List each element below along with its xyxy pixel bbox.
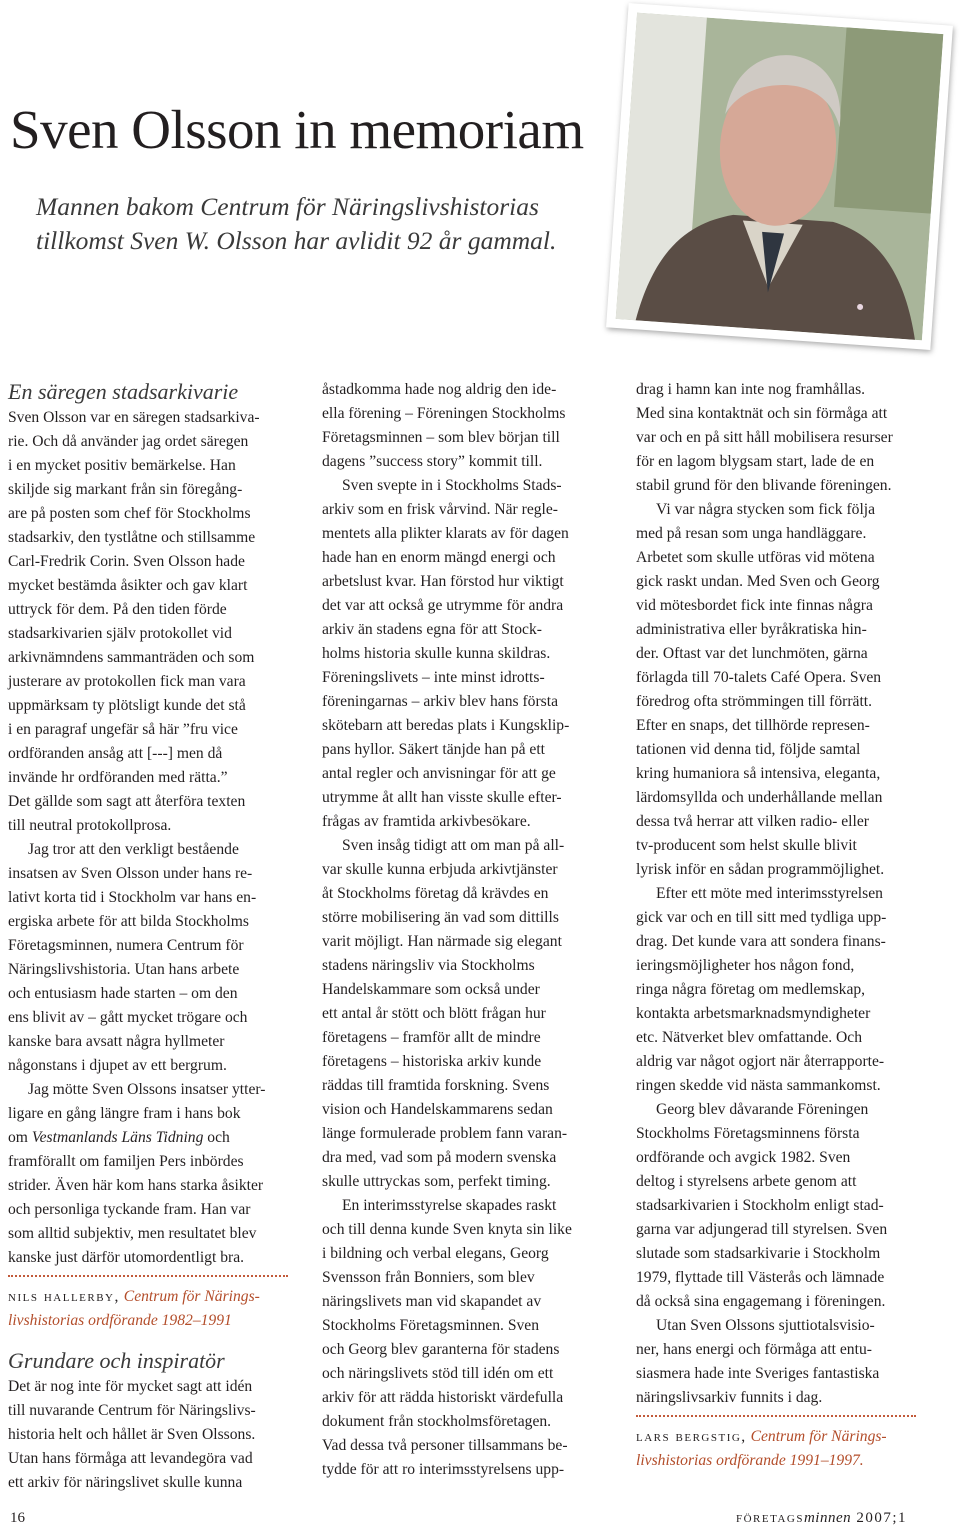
- text-line: företagens – framför allt de mindre: [322, 1029, 541, 1046]
- text-line: aldrig var något ogjort när återrapporte-: [636, 1053, 885, 1070]
- subtitle-line: Mannen bakom Centrum för Näringslivshistorias: [36, 192, 539, 221]
- author-name: lars bergstig,: [636, 1428, 747, 1445]
- text-line: föredrog ofta strömmingen till förrätt.: [636, 693, 873, 710]
- magazine-name-part: minnen: [803, 1510, 852, 1526]
- subtitle-line: tillkomst Sven W. Olsson har avlidit 92 år gammal.: [36, 226, 557, 255]
- text-line: till nuvarande Centrum för Näringslivs-: [8, 1402, 256, 1419]
- text-line: ligare en gång längre fram i hans bok: [8, 1105, 241, 1122]
- text-line: näringslivsarkiv funnits i dag.: [636, 1389, 823, 1406]
- article-subtitle: [36, 190, 556, 258]
- text-line: kanske just därför utomordentligt bra.: [8, 1249, 245, 1266]
- text-line: tationen vid denna tid, följde samtal: [636, 741, 861, 758]
- text-line: Utan Sven Olssons sjuttiotalsvisio-: [656, 1317, 875, 1334]
- text-line: i en paragraf ungefär så här ”fru vice: [8, 721, 238, 738]
- text-line: och till denna kunde Sven knyta sin like: [322, 1221, 572, 1238]
- column-3: [636, 378, 936, 1473]
- text-line: are på posten som chef för Stockholms: [8, 505, 251, 522]
- text-line: ringa några företag om medlemskap,: [636, 981, 866, 998]
- text-line: Vi var några stycken som fick följa: [656, 501, 876, 518]
- text-line: stadsarkivarien i Stockholm enligt stad-: [636, 1197, 884, 1214]
- author-role: Centrum för Närings-: [746, 1428, 887, 1445]
- column-2: [322, 378, 612, 1482]
- text-line: Näringslivshistoria. Utan hans arbete: [8, 961, 240, 978]
- text-line: utrymme åt allt han visste skulle efter-: [322, 789, 562, 806]
- text-line: med på resan som unga handläggare.: [636, 525, 867, 542]
- author-name: nils hallerby,: [8, 1288, 120, 1305]
- text-line: antal regler och anvisningar för att ge: [322, 765, 556, 782]
- photo-foliage: [834, 27, 943, 213]
- text-line: och Georg blev garanterna för stadens: [322, 1341, 560, 1358]
- author-signature: [636, 1425, 936, 1449]
- text-line: garna var adjungerad till styrelsen. Sven: [636, 1221, 888, 1238]
- text-line: stadsarkiv, den tystlåtne och stillsamme: [8, 529, 256, 546]
- text-line: som alltid subjektiv, men resultatet blev: [8, 1225, 257, 1242]
- text-line: dessa två herrar att vilken radio- eller: [636, 813, 869, 830]
- text-line: ner, hans energi och förmåga att entu-: [636, 1341, 872, 1358]
- text-line: 1979, flyttade till Västerås och lämnade: [636, 1269, 885, 1286]
- text-line: uttryck för dem. På den tiden förde: [8, 601, 227, 618]
- author-role-line: livshistorias ordförande 1991–1997.: [636, 1452, 864, 1469]
- text-line: kontakta arbetsmarknadsmyndigheter: [636, 1005, 871, 1022]
- text-line: större mobilisering än vad som dittills: [322, 909, 559, 926]
- text-line: drag i hamn kan inte nog framhållas.: [636, 381, 866, 398]
- text-line: ella förening – Föreningen Stockholms: [322, 405, 566, 422]
- text-line: justerare av protokollen fick man vara: [8, 673, 246, 690]
- text-line: tydde för att ro interimsstyrelsens upp-: [322, 1461, 565, 1478]
- text-line: räddas till framtida forskning. Svens: [322, 1077, 550, 1094]
- text-line: Jag tror att den verkligt bestående: [28, 841, 239, 858]
- text-line: åt Stockholms företag då krävdes en: [322, 885, 549, 902]
- text-line: holms historia skulle kunna skildras.: [322, 645, 551, 662]
- newspaper-title: Vestmanlands Läns Tidning: [31, 1129, 204, 1146]
- text-line: förlagda till 70-talets Café Opera. Sven: [636, 669, 882, 686]
- text-line: Sven svepte in i Stockholms Stads-: [342, 477, 562, 494]
- text-line: Jag mötte Sven Olssons insatser ytter-: [28, 1081, 266, 1098]
- article-title: Sven Olsson in memoriam: [10, 99, 584, 160]
- text-line: Efter ett möte med interimsstyrelsen: [656, 885, 883, 902]
- text-line: stabil grund för den blivande föreningen.: [636, 477, 892, 494]
- text-line: [8, 1126, 298, 1150]
- text-line: ens blivit av – gått mycket trögare och: [8, 1009, 248, 1026]
- dotted-divider: [8, 1275, 288, 1277]
- text-line: kanske bara avsatt några hyllmeter: [8, 1033, 225, 1050]
- text-line: ergiska arbete för att bilda Stockholms: [8, 913, 249, 930]
- section-heading: Grundare och inspiratör: [8, 1348, 225, 1373]
- text-line: gick var och en till sitt med tydliga upp-: [636, 909, 887, 926]
- text-line: Företagsminnen, numera Centrum för: [8, 937, 244, 954]
- text-line: mentets alla plikter klarats av för dagen: [322, 525, 569, 542]
- text-line: arkiv för att rädda historiskt värdefulla: [322, 1389, 564, 1406]
- text-line: då också sina engagemang i föreningen.: [636, 1293, 886, 1310]
- text-line: någonstans i djupet av ett bergrum.: [8, 1057, 227, 1074]
- text-line: i bildning och verbal elegans, Georg: [322, 1245, 549, 1262]
- text-line: Utan hans förmåga att levandegöra vad: [8, 1450, 253, 1467]
- text-line: stadens näringsliv via Stockholms: [322, 957, 535, 974]
- text-line: uppmärksam ty plötsligt kunde det stå: [8, 697, 246, 714]
- text-line: frågas av framtida arkivbesökare.: [322, 813, 531, 830]
- text-line: drag. Det kunde vara att sondera finans-: [636, 933, 886, 950]
- text-line: historia helt och hållet är Sven Olssons.: [8, 1426, 256, 1443]
- text-line: strider. Även här kom hans starka åsikter: [8, 1177, 264, 1194]
- text-line: ordförande och avgick 1982. Sven: [636, 1149, 851, 1166]
- magazine-name-part: företags: [736, 1510, 804, 1526]
- portrait-photo: [606, 3, 953, 350]
- text-line: Stockholms Företagsminnens första: [636, 1125, 860, 1142]
- text-line: kring humaniora så intensiva, eleganta,: [636, 765, 881, 782]
- text-fragment: och: [203, 1129, 230, 1146]
- text-line: stadsarkivarien själv protokollet vid: [8, 625, 232, 642]
- text-line: slutade som stadsarkivarie i Stockholm: [636, 1245, 881, 1262]
- text-line: Sven Olsson var en säregen stadsarkiva-: [8, 409, 260, 426]
- text-line: till neutral protokollprosa.: [8, 817, 172, 834]
- text-line: ett antal år stött och blött frågan hur: [322, 1005, 546, 1022]
- text-line: Företagsminnen – som blev början till: [322, 429, 560, 446]
- text-line: framförallt om familjen Pers inbördes: [8, 1153, 244, 1170]
- text-line: Handelskammare som också under: [322, 981, 540, 998]
- text-line: dokument från stockholmsföretagen.: [322, 1413, 552, 1430]
- text-line: arkiv än stadens egna för att Stock-: [322, 621, 542, 638]
- text-line: det var att också ge utrymme för andra: [322, 597, 564, 614]
- author-role: Centrum för Närings-: [119, 1288, 260, 1305]
- text-line: deltog i styrelsens arbete genom att: [636, 1173, 857, 1190]
- text-line: tv-producent som helst skulle blivit: [636, 837, 857, 854]
- portrait-image: [616, 13, 944, 341]
- text-line: i en mycket positiv bemärkelse. Han: [8, 457, 236, 474]
- text-line: arkiv som en frisk vårvind. När regle-: [322, 501, 558, 518]
- text-line: dra med, vad som på modern svenska: [322, 1149, 557, 1166]
- text-line: ett arkiv för näringslivet skulle kunna: [8, 1474, 243, 1491]
- text-line: mycket bestämda åsikter och gav klart: [8, 577, 248, 594]
- text-line: rie. Och då använder jag ordet säregen: [8, 433, 249, 450]
- text-line: arbetslust kvar. Han förstod hur viktigt: [322, 573, 564, 590]
- text-line: Det gällde som sagt att återföra texten: [8, 793, 246, 810]
- page-number: 16: [10, 1510, 25, 1526]
- text-line: var skulle kunna erbjuda arkivtjänster: [322, 861, 558, 878]
- text-line: vid mötesbordet fick inte finnas några: [636, 597, 873, 614]
- text-line: och personliga tyckande fram. Han var: [8, 1201, 251, 1218]
- text-line: näringslivets man vid skapandet av: [322, 1293, 542, 1310]
- text-line: varit möjligt. Han närmade sig elegant: [322, 933, 562, 950]
- text-line: hade han en enorm mängd energi och: [322, 549, 556, 566]
- text-line: Stockholms Företagsminnen. Sven: [322, 1317, 540, 1334]
- text-line: lärdomsyllda och underhållande mellan: [636, 789, 883, 806]
- magazine-footer: [736, 1510, 907, 1527]
- text-line: Föreningslivets – inte minst idrotts-: [322, 669, 545, 686]
- text-line: ieringsmöjligheter hos någon fond,: [636, 957, 855, 974]
- text-line: Vad dessa två personer tillsammans be-: [322, 1437, 568, 1454]
- text-line: Efter en snaps, det tillhörde represen-: [636, 717, 870, 734]
- text-line: arkivnämndens sammanträden och som: [8, 649, 255, 666]
- text-line: En interimsstyrelse skapades raskt: [342, 1197, 557, 1214]
- column-1: [8, 378, 298, 1495]
- text-line: och näringslivets stöd till idén om ett: [322, 1365, 554, 1382]
- text-line: etc. Nätverket blev omfattande. Och: [636, 1029, 863, 1046]
- text-line: invände hr ordföranden med rätta.”: [8, 769, 228, 786]
- text-line: pans hyllor. Säkert tänjde han på ett: [322, 741, 546, 758]
- text-line: Med sina kontaktnät och sin förmåga att: [636, 405, 888, 422]
- text-line: Carl-Fredrik Corin. Sven Olsson hade: [8, 553, 245, 570]
- text-line: insatsen av Sven Olsson under hans re-: [8, 865, 253, 882]
- text-line: åstadkomma hade nog aldrig den ide-: [322, 381, 557, 398]
- text-line: dagens ”success story” kommit till.: [322, 453, 543, 470]
- dotted-divider: [636, 1415, 916, 1417]
- text-line: föreningarnas – arkiv blev hans första: [322, 693, 558, 710]
- text-line: administrativa eller byråkratiska hin-: [636, 621, 867, 638]
- text-line: Arbetet som skulle utföras vid mötena: [636, 549, 875, 566]
- text-line: gick raskt undan. Med Sven och Georg: [636, 573, 880, 590]
- text-line: skötebarn att beredas plats i Kungsklip-: [322, 717, 570, 734]
- text-line: Georg blev dåvarande Föreningen: [656, 1101, 869, 1118]
- text-line: skulle uttryckas som, perfekt timing.: [322, 1173, 551, 1190]
- text-line: länge formulerade problem fann varan-: [322, 1125, 568, 1142]
- text-line: Det är nog inte för mycket sagt att idén: [8, 1378, 253, 1395]
- text-line: ringen skedde vid nästa sammankomst.: [636, 1077, 881, 1094]
- text-line: och entusiasm hade starten – om den: [8, 985, 238, 1002]
- text-line: skiljde sig markant från sin föregång-: [8, 481, 243, 498]
- text-line: lyrisk inför en sådan programmöjlighet.: [636, 861, 885, 878]
- section-heading: En säregen stadsarkivarie: [8, 379, 239, 404]
- text-line: Svensson från Bonniers, som blev: [322, 1269, 535, 1286]
- text-line: för en lagom blygsam start, lade de en: [636, 453, 875, 470]
- author-signature: [8, 1285, 298, 1309]
- text-line: der. Oftast var det lunchmöten, gärna: [636, 645, 868, 662]
- magazine-issue: 2007;1: [851, 1510, 908, 1526]
- author-role-line: livshistorias ordförande 1982–1991: [8, 1312, 232, 1329]
- text-line: Sven insåg tidigt att om man på all-: [342, 837, 565, 854]
- text-line: var och en på sitt håll mobilisera resurser: [636, 429, 893, 446]
- text-line: siasmera hade inte Sveriges fantastiska: [636, 1365, 880, 1382]
- text-line: vision och Handelskammarens sedan: [322, 1101, 553, 1118]
- text-fragment: om: [8, 1129, 32, 1146]
- text-line: lativt korta tid i Stockholm var hans en-: [8, 889, 257, 906]
- text-line: ordföranden ansåg att [---] men då: [8, 745, 223, 762]
- text-line: företagens – historiska arkiv kunde: [322, 1053, 542, 1070]
